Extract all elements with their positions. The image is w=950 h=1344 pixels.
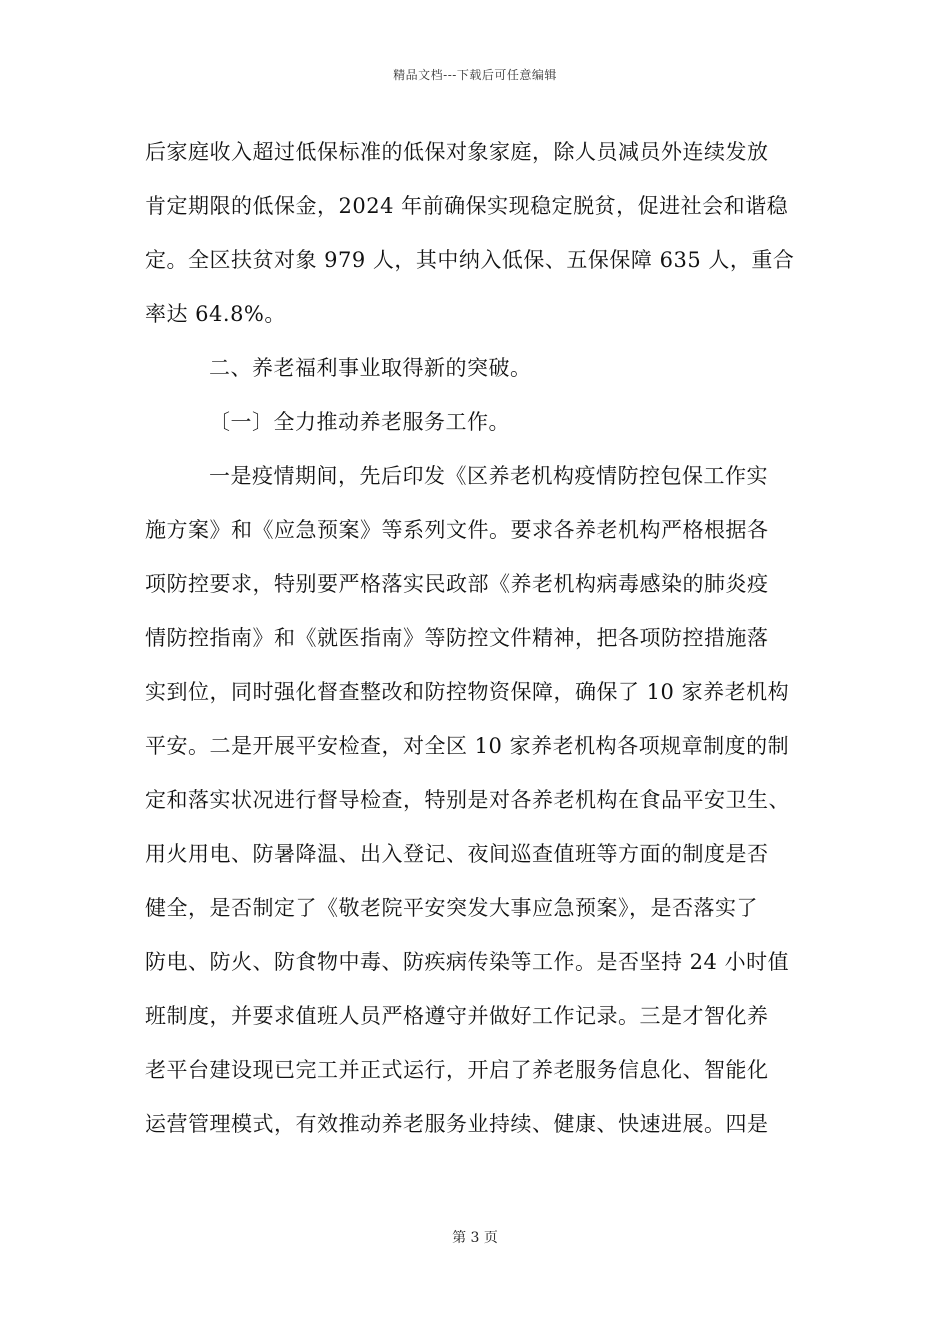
paragraph-line: 率达 64.8%。 xyxy=(145,302,286,326)
paragraph-line: 运营管理模式，有效推动养老服务业持续、健康、快速进展。四是 xyxy=(145,1112,769,1136)
paragraph-line: 肯定期限的低保金，2024 年前确保实现稳定脱贫，促进社会和谐稳 xyxy=(145,194,789,218)
subsection-heading: 〔一〕全力推动养老服务工作。 xyxy=(209,410,510,434)
paragraph-line: 班制度，并要求值班人员严格遵守并做好工作记录。三是才智化养 xyxy=(145,1004,769,1028)
paragraph-line: 后家庭收入超过低保标准的低保对象家庭，除人员减员外连续发放 xyxy=(145,140,769,164)
paragraph-line: 项防控要求，特别要严格落实民政部《养老机构病毒感染的肺炎疫 xyxy=(145,572,769,596)
paragraph-line: 定。全区扶贫对象 979 人，其中纳入低保、五保保障 635 人，重合 xyxy=(145,248,795,272)
paragraph-line: 施方案》和《应急预案》等系列文件。要求各养老机构严格根据各 xyxy=(145,518,769,542)
paragraph-line: 实到位，同时强化督查整改和防控物资保障，确保了 10 家养老机构 xyxy=(145,680,790,704)
paragraph-line: 防电、防火、防食物中毒、防疾病传染等工作。是否坚持 24 小时值 xyxy=(145,950,790,974)
paragraph-line: 用火用电、防暑降温、出入登记、夜间巡查值班等方面的制度是否 xyxy=(145,842,769,866)
section-heading: 二、养老福利事业取得新的突破。 xyxy=(209,356,532,380)
paragraph-line: 老平台建设现已完工并正式运行，开启了养老服务信息化、智能化 xyxy=(145,1058,769,1082)
paragraph-line: 一是疫情期间，先后印发《区养老机构疫情防控包保工作实 xyxy=(209,464,768,488)
page-header: 精品文档---下载后可任意编辑 xyxy=(393,68,557,82)
paragraph-line: 平安。二是开展平安检查，对全区 10 家养老机构各项规章制度的制 xyxy=(145,734,790,758)
document-body xyxy=(145,130,805,1156)
paragraph-line: 情防控指南》和《就医指南》等防控文件精神，把各项防控措施落 xyxy=(145,626,769,650)
paragraph-line: 健全，是否制定了《敬老院平安突发大事应急预案》，是否落实了 xyxy=(145,896,758,920)
page-number: 第 3 页 xyxy=(452,1230,498,1246)
paragraph-line: 定和落实状况进行督导检查，特别是对各养老机构在食品平安卫生、 xyxy=(145,788,790,812)
